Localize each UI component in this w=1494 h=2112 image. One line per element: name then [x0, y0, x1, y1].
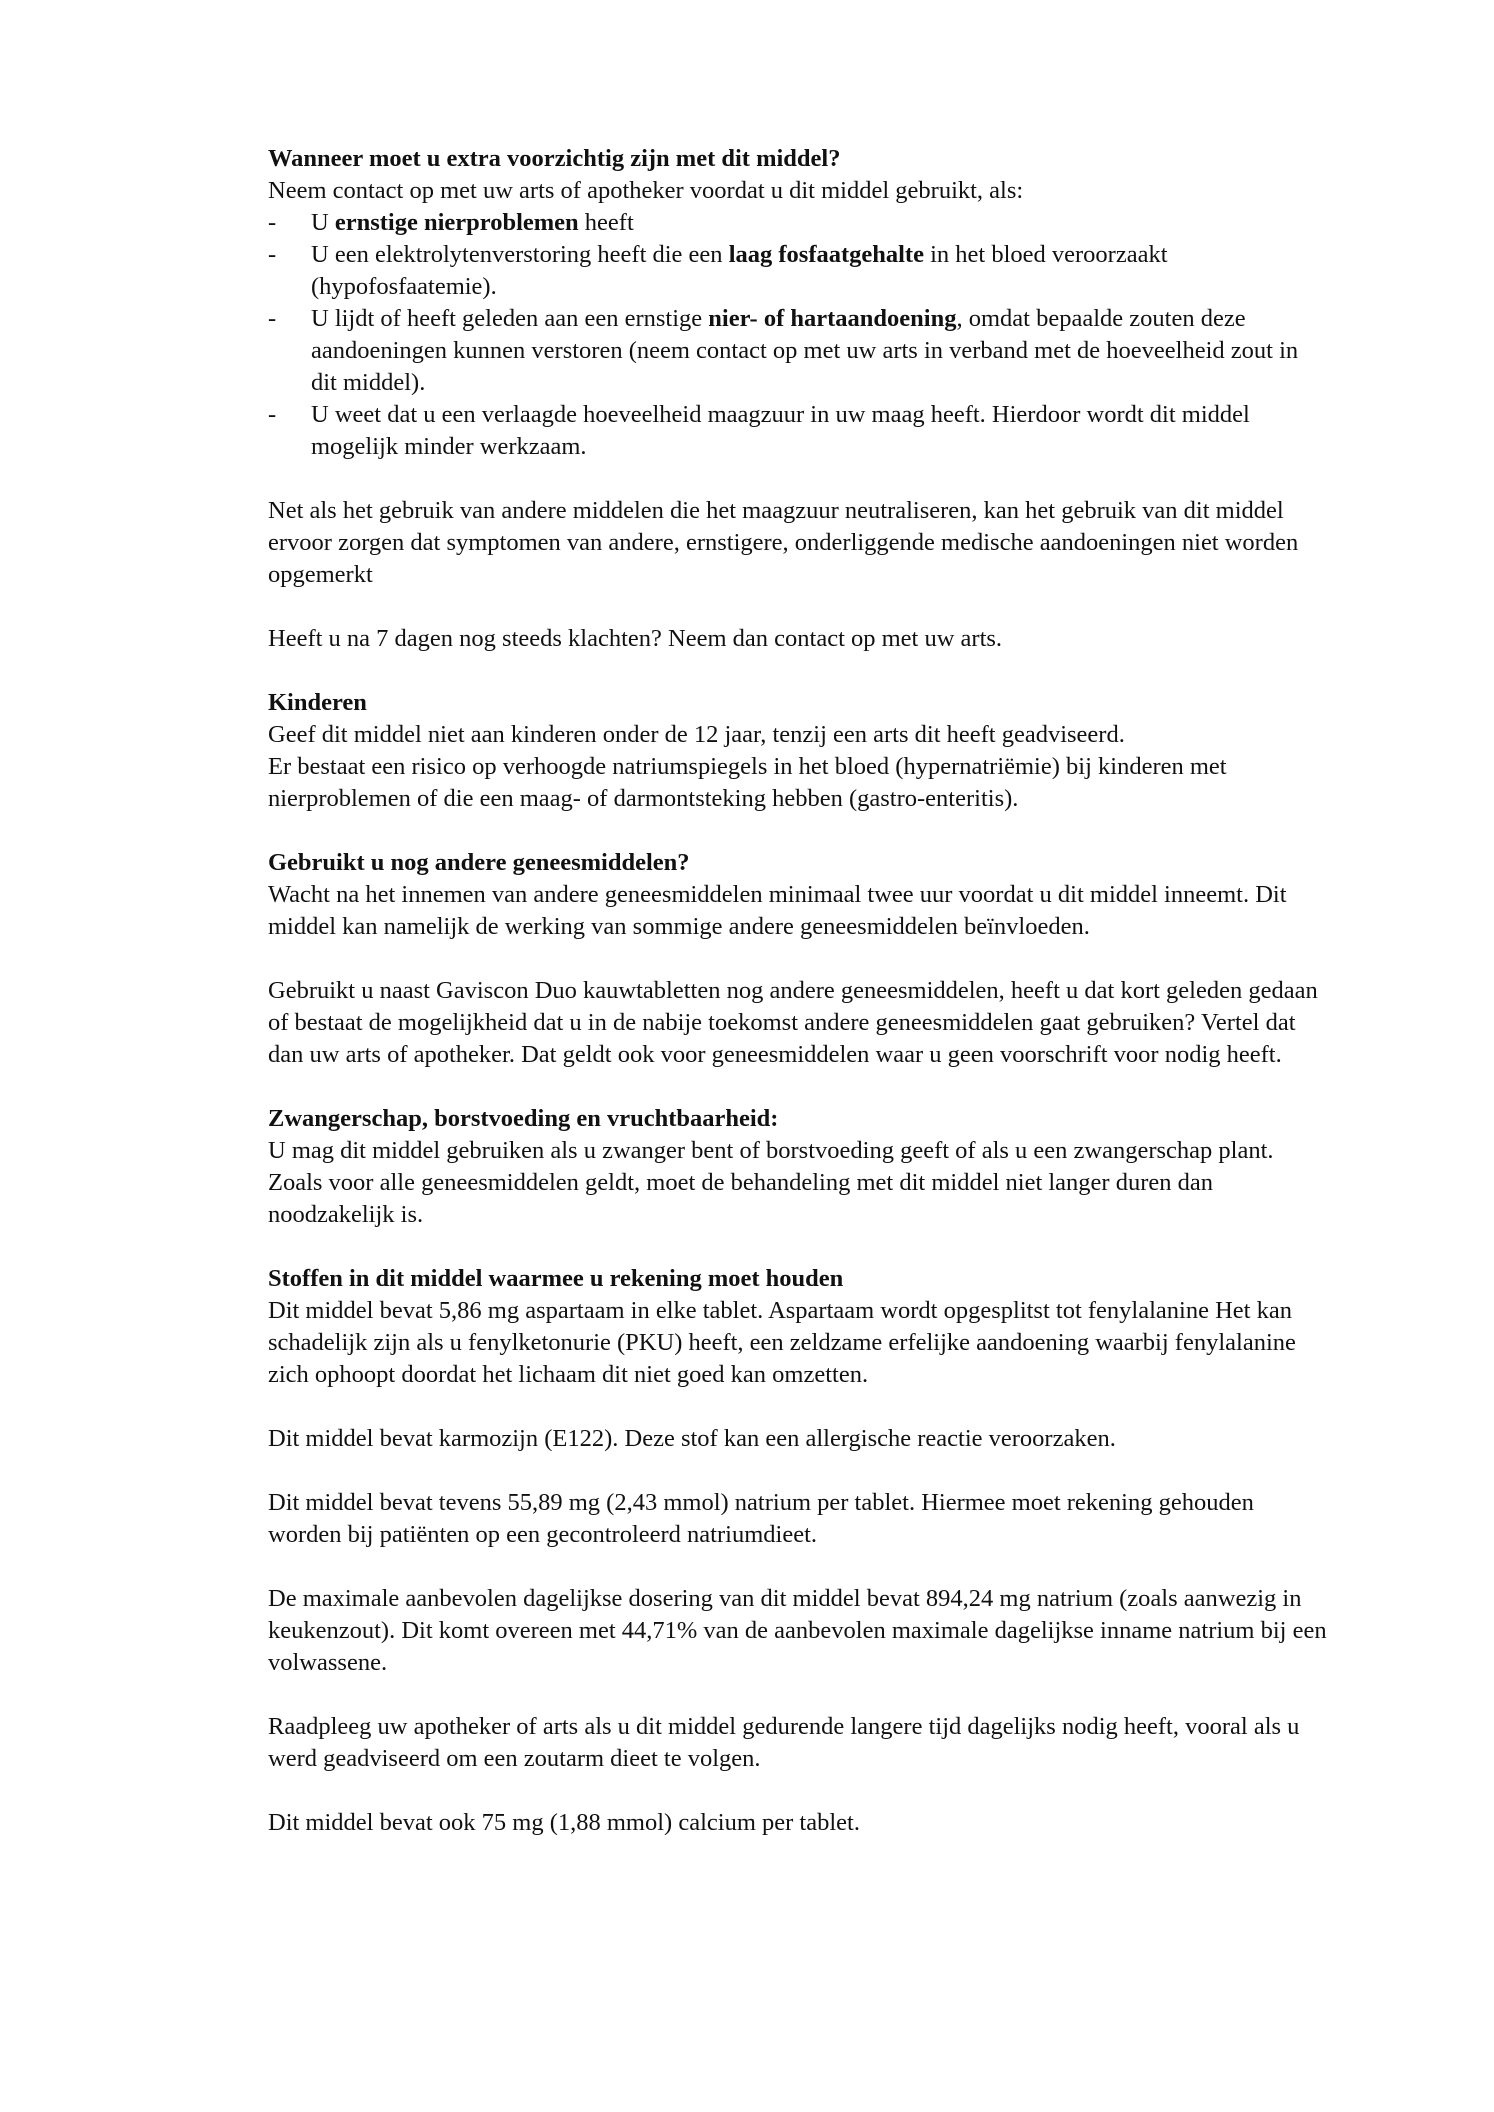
children-line-1: Geef dit middel niet aan kinderen onder de 12 jaar, tenzij een arts dit heeft geadviseerd.: [268, 721, 1125, 748]
list-item: [268, 207, 1328, 239]
section-heading: Zwangerschap, borstvoeding en vruchtbaarheid:: [268, 1105, 779, 1132]
sodium-paragraph: Dit middel bevat tevens 55,89 mg (2,43 mmol) natrium per tablet. Hiermee moet rekening gehouden worden bij patiënten op een gecontroleerd natriumdieet.: [268, 1489, 1254, 1548]
pregnancy-paragraph: U mag dit middel gebruiken als u zwanger bent of borstvoeding geeft of als u een zwangerschap plant. Zoals voor alle geneesmiddelen geldt, moet de behandeling met dit middel niet langer duren dan noodzakelijk is.: [268, 1137, 1274, 1228]
other-medicines-section: [268, 847, 1328, 1071]
section-heading: Gebruikt u nog andere geneesmiddelen?: [268, 849, 690, 876]
paragraph-gap: [268, 1071, 1328, 1103]
calcium-paragraph: Dit middel bevat ook 75 mg (1,88 mmol) calcium per tablet.: [268, 1809, 860, 1836]
paragraph-gap: [268, 655, 1328, 687]
item-text: U een elektrolytenverstoring heeft die een: [311, 241, 729, 268]
caution-intro: Neem contact op met uw arts of apotheker voordat u dit middel gebruikt, als:: [268, 177, 1024, 204]
other-medicines-paragraph-2: Gebruikt u naast Gaviscon Duo kauwtabletten nog andere geneesmiddelen, heeft u dat kort geleden gedaan of bestaat de mogelijkheid dat u in de nabije toekomst andere geneesmiddelen gaat gebruiken? Vertel dat dan uw arts of apotheker. Dat geldt ook voor geneesmiddelen waar u geen voorschrift voor nodig heeft.: [268, 977, 1318, 1068]
list-item: [268, 239, 1328, 303]
item-bold-text: nier- of hartaandoening: [708, 305, 957, 332]
consult-paragraph: Raadpleeg uw apotheker of arts als u dit middel gedurende langere tijd dagelijks nodig heeft, vooral als u werd geadviseerd om een zoutarm dieet te volgen.: [268, 1713, 1300, 1772]
paragraph-gap: [268, 1455, 1328, 1487]
item-text: U weet dat u een verlaagde hoeveelheid maagzuur in uw maag heeft. Hierdoor wordt dit middel mogelijk minder werkzaam.: [311, 401, 1250, 460]
dash-bullet: -: [268, 305, 277, 332]
item-text: U lijdt of heeft geleden aan een ernstige: [311, 305, 709, 332]
paragraph-gap: [268, 1391, 1328, 1423]
paragraph-gap: [268, 1775, 1328, 1807]
seven-days-paragraph: Heeft u na 7 dagen nog steeds klachten? Neem dan contact op met uw arts.: [268, 625, 1003, 652]
antacid-paragraph: Net als het gebruik van andere middelen die het maagzuur neutraliseren, kan het gebruik van dit middel ervoor zorgen dat symptomen van andere, ernstigere, onderliggende medische aandoeningen niet worden opgemerkt: [268, 497, 1299, 588]
substances-section: [268, 1263, 1328, 1839]
section-heading: Stoffen in dit middel waarmee u rekening moet houden: [268, 1265, 844, 1292]
paragraph-gap: [268, 463, 1328, 495]
dash-bullet: -: [268, 209, 277, 236]
paragraph-gap: [268, 1551, 1328, 1583]
section-heading: Kinderen: [268, 689, 367, 716]
children-section: [268, 687, 1328, 815]
list-item: [268, 303, 1328, 399]
max-dose-paragraph: De maximale aanbevolen dagelijkse dosering van dit middel bevat 894,24 mg natrium (zoals aanwezig in keukenzout). Dit komt overeen met 44,71% van de aanbevolen maximale dagelijkse inname natrium bij een volwassene.: [268, 1585, 1327, 1676]
carmoisine-paragraph: Dit middel bevat karmozijn (E122). Deze stof kan een allergische reactie veroorzaken.: [268, 1425, 1116, 1452]
paragraph-gap: [268, 591, 1328, 623]
item-text: U: [311, 209, 335, 236]
aspartame-paragraph: Dit middel bevat 5,86 mg aspartaam in elke tablet. Aspartaam wordt opgesplitst tot fenylalanine Het kan schadelijk zijn als u fenylketonurie (PKU) heeft, een zeldzame erfelijke aandoening waarbij fenylalanine zich ophoopt doordat het lichaam dit niet goed kan omzetten.: [268, 1297, 1296, 1388]
paragraph-gap: [268, 815, 1328, 847]
caution-list: [268, 207, 1328, 463]
section-heading: Wanneer moet u extra voorzichtig zijn met dit middel?: [268, 145, 841, 172]
item-text: heeft: [578, 209, 634, 236]
caution-section: [268, 143, 1328, 655]
pregnancy-section: [268, 1103, 1328, 1231]
list-item: [268, 399, 1328, 463]
item-text: , omdat bepaalde zouten deze aandoeningen kunnen verstoren (neem contact op met uw arts in verband met de hoeveelheid zout in dit middel).: [311, 305, 1299, 396]
item-text: in het bloed veroorzaakt (hypofosfaatemie).: [311, 241, 1168, 300]
paragraph-gap: [268, 1679, 1328, 1711]
document-page: [268, 143, 1328, 1839]
dash-bullet: -: [268, 241, 277, 268]
paragraph-gap: [268, 1231, 1328, 1263]
paragraph-gap: [268, 943, 1328, 975]
item-bold-text: laag fosfaatgehalte: [728, 241, 924, 268]
dash-bullet: -: [268, 401, 277, 428]
other-medicines-paragraph-1: Wacht na het innemen van andere geneesmiddelen minimaal twee uur voordat u dit middel inneemt. Dit middel kan namelijk de werking van sommige andere geneesmiddelen beïnvloeden.: [268, 881, 1287, 940]
children-line-2: Er bestaat een risico op verhoogde natriumspiegels in het bloed (hypernatriëmie) bij kinderen met nierproblemen of die een maag- of darmontsteking hebben (gastro-enteritis).: [268, 753, 1227, 812]
item-bold-text: ernstige nierproblemen: [334, 209, 579, 236]
